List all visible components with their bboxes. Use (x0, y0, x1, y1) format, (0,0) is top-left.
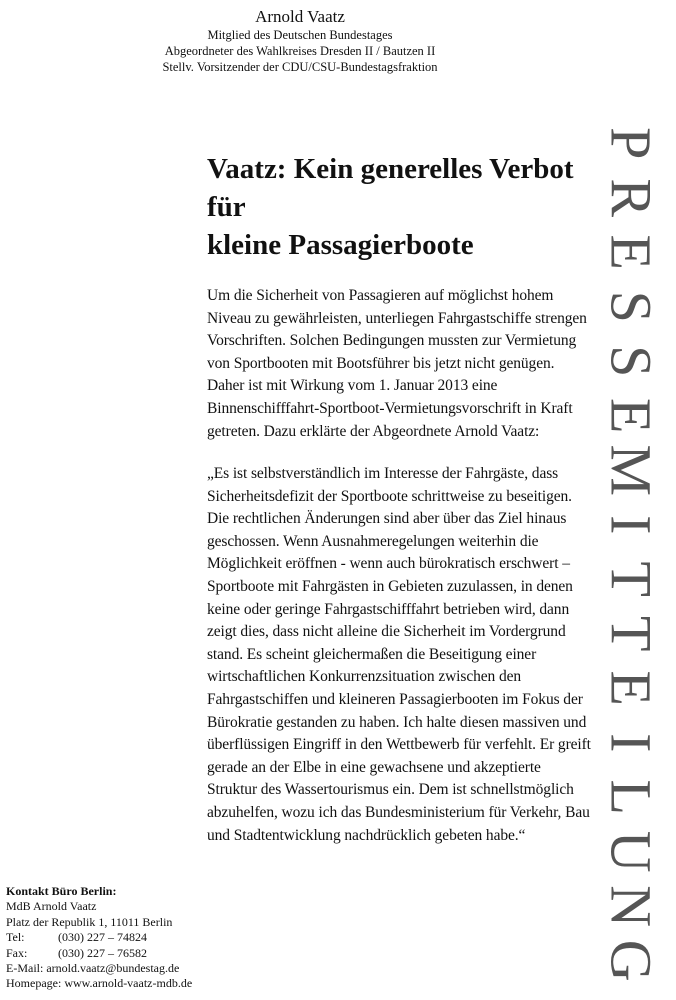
side-label-letter: E (598, 670, 664, 706)
author-constituency: Abgeordneter des Wahlkreises Dresden II / Bautzen II (164, 44, 436, 58)
contact-address: Platz der Republik 1, 11011 Berlin (6, 914, 173, 929)
contact-email (6, 961, 306, 976)
side-label-letter: T (598, 561, 664, 597)
contact-homepage (6, 976, 306, 991)
contact-phone (6, 930, 306, 945)
fax-value: (030) 227 – 76582 (58, 945, 147, 960)
phone-label: Tel: (6, 930, 25, 945)
side-label-letter: R (598, 178, 664, 218)
email-label: E-Mail: (6, 961, 44, 976)
side-label-letter: P (598, 127, 664, 160)
title-line-1: Vaatz: Kein generelles Verbot für (207, 153, 574, 223)
homepage-label: Homepage: (6, 976, 62, 991)
side-label-letter: I (598, 733, 664, 753)
side-label-letter: T (598, 616, 664, 652)
author-name: Arnold Vaatz (255, 7, 345, 26)
quote-paragraph: „Es ist selbstverständlich im Interesse der Fahrgäste, dass Sicherheitsdefizit der Sportboote schrittweise zu beseitigen. Die rechtlichen Änderungen sind aber über das Ziel hinaus geschossen. Wenn Ausnahmeregelungen weiterhin die Möglichkeit eröffnen - wenn auch bürokratisch erschwert – Sportboote mit Fahrgästen in Gebieten zuzulassen, in denen keine oder geringe Fahrgastschifffahrt betrieben wird, dann zeigt dies, dass nicht alleine die Sicherheit im Vordergrund stand. Es scheint gleichermaßen die Beseitigung einer wirtschaftlichen Konkurrenzsituation zwischen den Fahrgastschiffen und kleineren Passagierbooten im Fokus der Bürokratie gestanden zu haben. Ich halte diesen massiven und überflüssigen Eingriff in den Wettbewerb für verfehlt. Er greift gerade an der Elbe in eine gewachsene und akzeptierte Struktur des Wassertourismus ein. Dem ist schnellstmöglich abzuhelfen, wozu ich das Bundesministerium für Verkehr, Bau und Stadtentwicklung nachdrücklich gebeten habe.“ (207, 465, 591, 844)
fax-label: Fax: (6, 945, 28, 960)
side-label-letter: M (598, 444, 664, 497)
contact-fax (6, 946, 306, 961)
side-label-letter: U (598, 830, 664, 873)
email-value: arnold.vaatz@bundestag.de (46, 961, 180, 976)
pressemitteilung-side-label (595, 108, 667, 988)
side-label-letter: N (598, 885, 664, 928)
side-label-letter: I (598, 515, 664, 535)
contact-title: Kontakt Büro Berlin: (6, 884, 117, 898)
letterhead (0, 6, 600, 75)
contact-block (6, 884, 306, 992)
phone-value: (030) 227 – 74824 (58, 930, 147, 945)
side-label-letter: G (598, 939, 664, 982)
contact-name: MdB Arnold Vaatz (6, 899, 97, 914)
side-label-letter: L (598, 779, 664, 815)
homepage-value: www.arnold-vaatz-mdb.de (64, 976, 193, 991)
page-title (207, 150, 607, 264)
author-position: Stellv. Vorsitzender der CDU/CSU-Bundestagsfraktion (162, 60, 438, 74)
side-label-letter: E (598, 398, 664, 434)
title-line-2: kleine Passagierboote (207, 229, 474, 261)
side-label-letter: S (598, 345, 664, 378)
intro-paragraph: Um die Sicherheit von Passagieren auf möglichst hohem Niveau zu gewährleisten, unterliegen Fahrgastschiffe strengen Vorschriften. Solchen Bedingungen mussten zur Vermietung von Sportbooten mit Bootsführer bis jetzt nicht genügen. Daher ist mit Wirkung vom 1. Januar 2013 eine Binnenschifffahrt-Sportboot-Vermietungsvorschrift in Kraft getreten. Dazu erklärte der Abgeordnete Arnold Vaatz: (207, 287, 587, 440)
side-label-letter: E (598, 234, 664, 270)
author-role: Mitglied des Deutschen Bundestages (207, 28, 393, 42)
side-label-letter: S (598, 290, 664, 323)
